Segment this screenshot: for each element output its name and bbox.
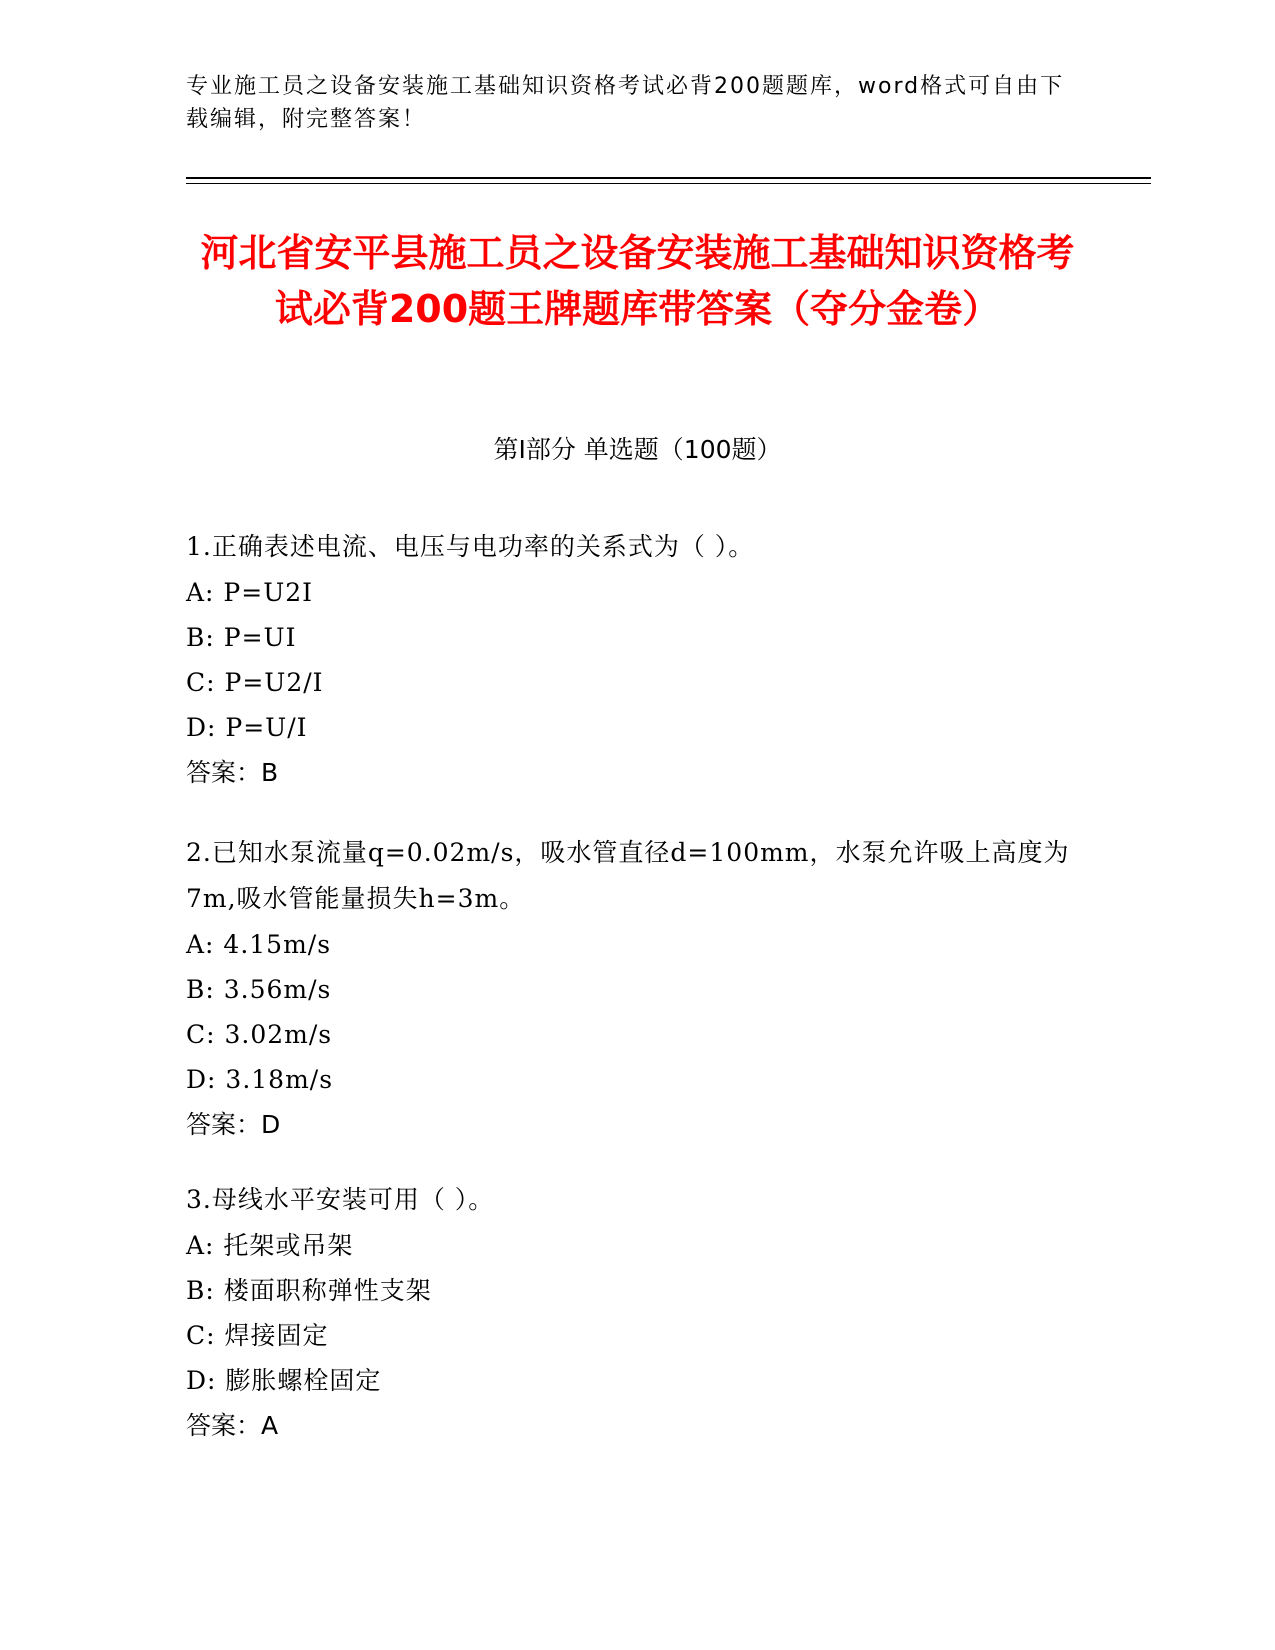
- question-1: [186, 524, 1086, 795]
- question-stem: 2.已知水泵流量q=0.02m/s，吸水管直径d=100mm，水泵允许吸上高度为7m,吸水管能量损失h=3m。: [186, 838, 1070, 913]
- option-a: A: 4.15m/s: [186, 930, 332, 959]
- answer: 答案：D: [186, 1110, 281, 1139]
- option-c: C: 3.02m/s: [186, 1020, 333, 1049]
- option-c: C: 焊接固定: [186, 1321, 329, 1350]
- header-rule-thin: [186, 183, 1151, 184]
- question-2: [186, 830, 1086, 1147]
- option-b: B: 楼面职称弹性支架: [186, 1276, 432, 1305]
- option-a: A: 托架或吊架: [186, 1231, 354, 1260]
- option-c: C: P=U2/I: [186, 668, 324, 697]
- header-note: 专业施工员之设备安装施工基础知识资格考试必背200题题库，word格式可自由下载编辑，附完整答案！: [186, 74, 1065, 132]
- option-a: A: P=U2I: [186, 578, 314, 607]
- question-3: [186, 1177, 1086, 1448]
- question-stem: 3.母线水平安装可用（ ）。: [186, 1185, 495, 1214]
- option-d: D: 膨胀螺栓固定: [186, 1366, 382, 1395]
- section-title: 第Ⅰ部分 单选题（100题）: [493, 435, 782, 464]
- question-stem: 1.正确表述电流、电压与电功率的关系式为（ ）。: [186, 532, 755, 561]
- option-b: B: 3.56m/s: [186, 975, 332, 1004]
- answer: 答案：A: [186, 1411, 279, 1440]
- option-d: D: 3.18m/s: [186, 1065, 334, 1094]
- option-d: D: P=U/I: [186, 713, 308, 742]
- document-title: 河北省安平县施工员之设备安装施工基础知识资格考试必背200题王牌题库带答案（夺分金卷）: [200, 231, 1075, 331]
- header-rule-thick: [186, 177, 1151, 179]
- answer: 答案：B: [186, 758, 279, 787]
- option-b: B: P=UI: [186, 623, 297, 652]
